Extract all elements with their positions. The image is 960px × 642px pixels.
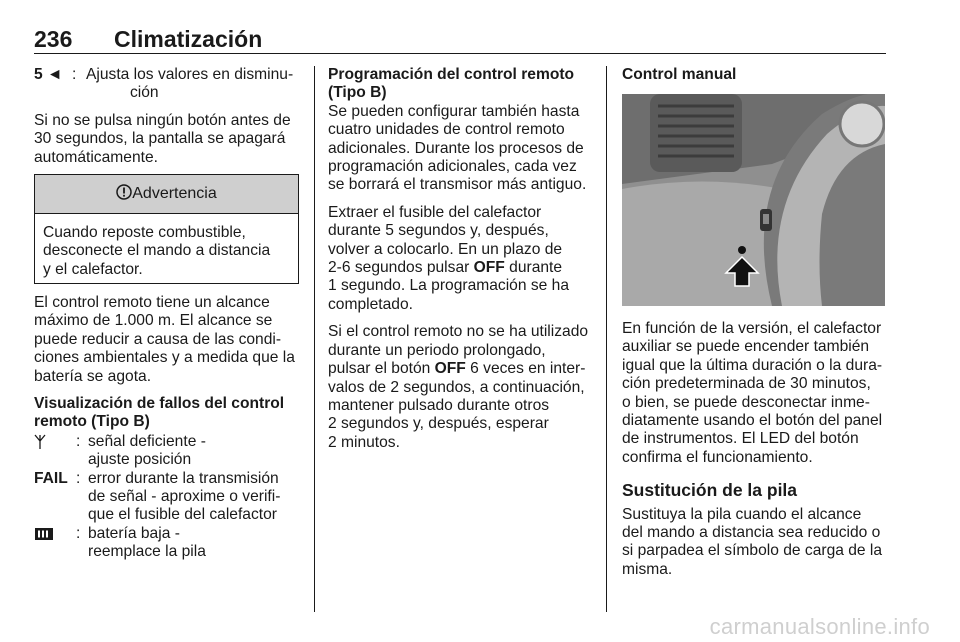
text-line: puede reducir a causa de las condi- — [34, 330, 282, 348]
text-line: 1 segundo. La programación se ha — [328, 277, 570, 295]
header-divider — [34, 53, 886, 54]
column-right — [622, 66, 888, 84]
signal-definition: : señal deficiente - ajuste posición — [34, 433, 306, 470]
fail-definition: FAIL : error durante la transmisión de señal - aproxime o verifi- que el fusible del calefactor — [34, 470, 306, 525]
off-button-label: OFF — [434, 360, 466, 378]
text-line: auxiliar se puede encender también — [622, 338, 870, 356]
section-heading-manual: Control manual — [622, 66, 737, 83]
item-5-desc-line: ción — [130, 84, 159, 102]
text-line: valos de 2 segundos, a continuación, — [328, 378, 585, 396]
text-fragment: 6 veces en inter- — [465, 360, 586, 378]
text-line: diatamente usando el botón del panel — [622, 412, 883, 430]
off-button-label: OFF — [473, 259, 505, 277]
text-line: del mando a distancia sea reducido o — [622, 524, 881, 542]
text-line: completado. — [328, 295, 413, 313]
battery-icon — [34, 527, 54, 546]
definition-line: reemplace la pila — [88, 543, 206, 561]
warning-icon — [116, 184, 132, 200]
paragraph-range — [34, 294, 306, 386]
text-fragment: durante — [504, 259, 563, 277]
definition-line: batería baja - — [88, 524, 180, 542]
text-line: Si el control remoto no se ha utilizado — [328, 323, 589, 341]
column-divider — [314, 66, 315, 612]
text-line: Extraer el fusible del calefactor — [328, 203, 542, 221]
column-middle — [328, 66, 598, 452]
fail-term: FAIL — [34, 469, 68, 487]
definition-line: error durante la transmisión — [88, 469, 279, 487]
warning-title: Advertencia — [132, 185, 217, 202]
section-heading-faults — [34, 395, 306, 432]
text-line: 2 minutos. — [328, 433, 400, 451]
warning-box — [34, 174, 299, 284]
text-line: 30 segundos, la pantalla se apagará — [34, 130, 286, 148]
text-line: de instrumentos. El LED del botón — [622, 430, 859, 448]
section-heading-battery: Sustitución de la pila — [622, 480, 798, 501]
dashboard-illustration — [622, 94, 885, 306]
text-line: programación adicionales, cada vez — [328, 158, 577, 176]
item-5-term: 5 ◄ — [34, 66, 63, 83]
text-line: Cuando reposte combustible, — [43, 224, 246, 241]
heading-line: remoto (Tipo B) — [34, 413, 150, 431]
column-left-lower — [34, 294, 306, 562]
column-left — [34, 66, 304, 167]
text-fragment: 2-6 segundos pulsar — [328, 259, 474, 277]
page-number: 236 — [34, 26, 73, 52]
text-line: En función de la versión, el calefactor — [622, 320, 882, 337]
page-title: Climatización — [114, 26, 263, 52]
paragraph-display-off — [34, 112, 304, 167]
text-line: máximo de 1.000 m. El alcance se — [34, 312, 273, 330]
warning-header — [35, 175, 298, 214]
text-line: El control remoto tiene un alcance — [34, 294, 270, 311]
paragraph-reset — [328, 323, 598, 452]
page-header — [34, 26, 886, 52]
heading-line: Programación del control remoto — [328, 66, 575, 83]
text-line: Se pueden configurar también hasta — [328, 102, 580, 120]
text-line: 2 segundos y, después, esperar — [328, 415, 549, 433]
text-line — [328, 360, 598, 378]
text-line: se borrará el transmisor más antiguo. — [328, 176, 587, 194]
paragraph-manual-control — [622, 320, 890, 467]
column-divider — [606, 66, 607, 612]
heading-line: (Tipo B) — [328, 84, 387, 102]
text-line: igual que la última duración o la dura- — [622, 356, 883, 374]
definition-line: señal deficiente - — [88, 432, 206, 450]
definition-line: que el fusible del calefactor — [88, 506, 277, 524]
text-line: durante un periodo prolongado, — [328, 341, 546, 359]
text-line: durante 5 segundos y, después, — [328, 222, 549, 240]
text-line: Si no se pulsa ningún botón antes de — [34, 111, 291, 129]
text-line: ciones ambientales y a medida que la — [34, 349, 295, 367]
paragraph-fuse — [328, 204, 598, 314]
text-line — [328, 259, 598, 277]
antenna-icon — [34, 434, 46, 455]
item-5-desc-line: Ajusta los valores en disminu- — [86, 66, 294, 83]
text-line: confirma el funcionamiento. — [622, 448, 813, 466]
gauge — [840, 102, 884, 146]
text-line: y el calefactor. — [43, 260, 143, 278]
column-right-lower — [622, 320, 890, 579]
led-indicator — [738, 246, 746, 254]
text-line: adicionales. Durante los procesos de — [328, 139, 584, 157]
definition-line: de señal - aproxime o verifi- — [88, 488, 281, 506]
paragraph-additional-units — [328, 103, 598, 195]
text-line: cuatro unidades de control remoto — [328, 121, 565, 139]
text-line: misma. — [622, 560, 673, 578]
text-line: automáticamente. — [34, 148, 158, 166]
text-line: desconecte el mando a distancia — [43, 242, 271, 260]
text-line: ción predeterminada de 30 minutos, — [622, 375, 871, 393]
item-5-definition: 5 ◄ : Ajusta los valores en disminu- ción — [34, 66, 304, 103]
text-fragment: pulsar el botón — [328, 360, 435, 378]
heading-line: Visualización de fallos del control — [34, 395, 285, 413]
paragraph-battery — [622, 506, 890, 580]
definition-line: ajuste posición — [88, 451, 192, 469]
section-heading-programming — [328, 66, 598, 103]
battery-definition: : batería baja - reemplace la pila — [34, 525, 306, 562]
text-line: volver a colocarlo. En un plazo de — [328, 240, 563, 258]
text-line: mantener pulsado durante otros — [328, 396, 550, 414]
watermark: carmanualsonline.info — [709, 614, 930, 639]
dashboard-photo — [622, 94, 885, 306]
text-line: batería se agota. — [34, 367, 152, 385]
warning-body — [35, 214, 298, 289]
text-line: si parpadea el símbolo de carga de la — [622, 542, 883, 560]
text-line: Sustituya la pila cuando el alcance — [622, 505, 862, 523]
text-line: o bien, se puede desconectar inme- — [622, 393, 870, 411]
